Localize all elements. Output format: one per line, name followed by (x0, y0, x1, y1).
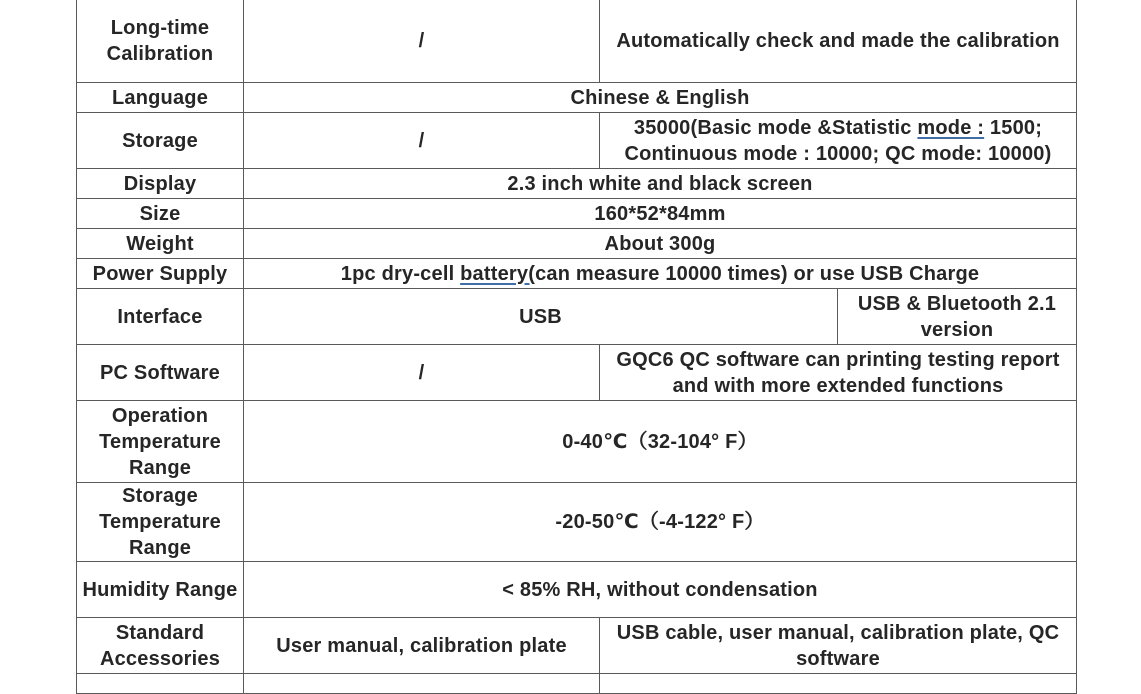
basic-model-value (244, 0, 600, 83)
label-text: PC Software (99, 361, 220, 384)
advanced-model-value (838, 289, 1077, 345)
label-text: Operation Temperature Range (99, 404, 221, 479)
value-text: Chinese & English (570, 86, 750, 109)
value-text: USB (519, 305, 562, 328)
value-text: can measure 10000 times) or use USB Charge (535, 262, 980, 285)
value-text: / (418, 361, 425, 384)
advanced-model-value (600, 113, 1077, 169)
value-text: About 300g (604, 232, 716, 255)
label-text: Humidity Range (82, 578, 238, 601)
shared-value (244, 83, 1077, 113)
table-row (77, 0, 1077, 83)
table-row (77, 562, 1077, 618)
row-label (77, 562, 244, 618)
row-label (77, 674, 244, 694)
underlined-text: mode : (917, 116, 985, 139)
value-text: Automatically check and made the calibration (616, 29, 1060, 52)
table-row (77, 259, 1077, 289)
table-row (77, 674, 1077, 694)
row-label (77, 113, 244, 169)
label-text: Size (139, 202, 181, 225)
value-text: / (418, 129, 425, 152)
table-row (77, 289, 1077, 345)
table-row (77, 83, 1077, 113)
underlined-text: battery( (460, 262, 536, 285)
label-text: Weight (126, 232, 194, 255)
value-text: User manual, calibration plate (276, 634, 567, 657)
shared-value (244, 259, 1077, 289)
label-text: Language (111, 86, 209, 109)
shared-value (244, 229, 1077, 259)
row-label (77, 229, 244, 259)
row-label (77, 83, 244, 113)
value-text: 1pc dry-cell (340, 262, 461, 285)
value-text: 1500; Continuous mode : 10000; QC mode: 10000) (624, 116, 1052, 165)
value-text: 0-40℃（32-104° F） (562, 430, 758, 453)
table-row (77, 199, 1077, 229)
basic-model-value (244, 289, 838, 345)
value-text: / (418, 29, 425, 52)
value-text: -20-50℃（-4-122° F） (555, 511, 765, 533)
value-text: < 85% RH, without condensation (502, 578, 818, 601)
row-label (77, 289, 244, 345)
value-text: GQC6 QC software can printing testing report and with more extended functions (616, 348, 1060, 397)
value-text: 160*52*84mm (594, 202, 726, 225)
spec-table-container (76, 0, 1076, 670)
row-label (77, 345, 244, 401)
table-row (77, 618, 1077, 674)
row-label (77, 169, 244, 199)
label-text: Long-time Calibration (106, 16, 214, 65)
row-label (77, 259, 244, 289)
label-text: Display (123, 172, 197, 195)
label-text: Power Supply (92, 262, 228, 285)
row-label (77, 199, 244, 229)
shared-value (244, 483, 1077, 562)
table-row (77, 483, 1077, 562)
row-label (77, 483, 244, 562)
value-text: 2.3 inch white and black screen (507, 172, 813, 195)
label-text: Storage Temperature Range (99, 485, 221, 559)
shared-value (244, 401, 1077, 483)
table-row (77, 345, 1077, 401)
table-row (77, 229, 1077, 259)
label-text: Standard Accessories (99, 621, 221, 670)
basic-model-value (244, 113, 600, 169)
advanced-model-value (600, 674, 1077, 694)
row-label (77, 0, 244, 83)
advanced-model-value (600, 345, 1077, 401)
table-row (77, 113, 1077, 169)
value-text: 35000(Basic mode &Statistic (633, 116, 918, 139)
table-row (77, 169, 1077, 199)
label-text: Storage (122, 129, 198, 152)
value-text: USB cable, user manual, calibration plate, QC software (616, 621, 1060, 670)
basic-model-value (244, 618, 600, 674)
basic-model-value (244, 345, 600, 401)
table-row (77, 401, 1077, 483)
advanced-model-value (600, 618, 1077, 674)
row-label (77, 401, 244, 483)
value-text: USB & Bluetooth 2.1 version (857, 292, 1057, 341)
shared-value (244, 169, 1077, 199)
row-label (77, 618, 244, 674)
shared-value (244, 199, 1077, 229)
advanced-model-value (600, 0, 1077, 83)
basic-model-value (244, 674, 600, 694)
spec-table (76, 0, 1077, 694)
shared-value (244, 562, 1077, 618)
label-text: Interface (117, 305, 203, 328)
